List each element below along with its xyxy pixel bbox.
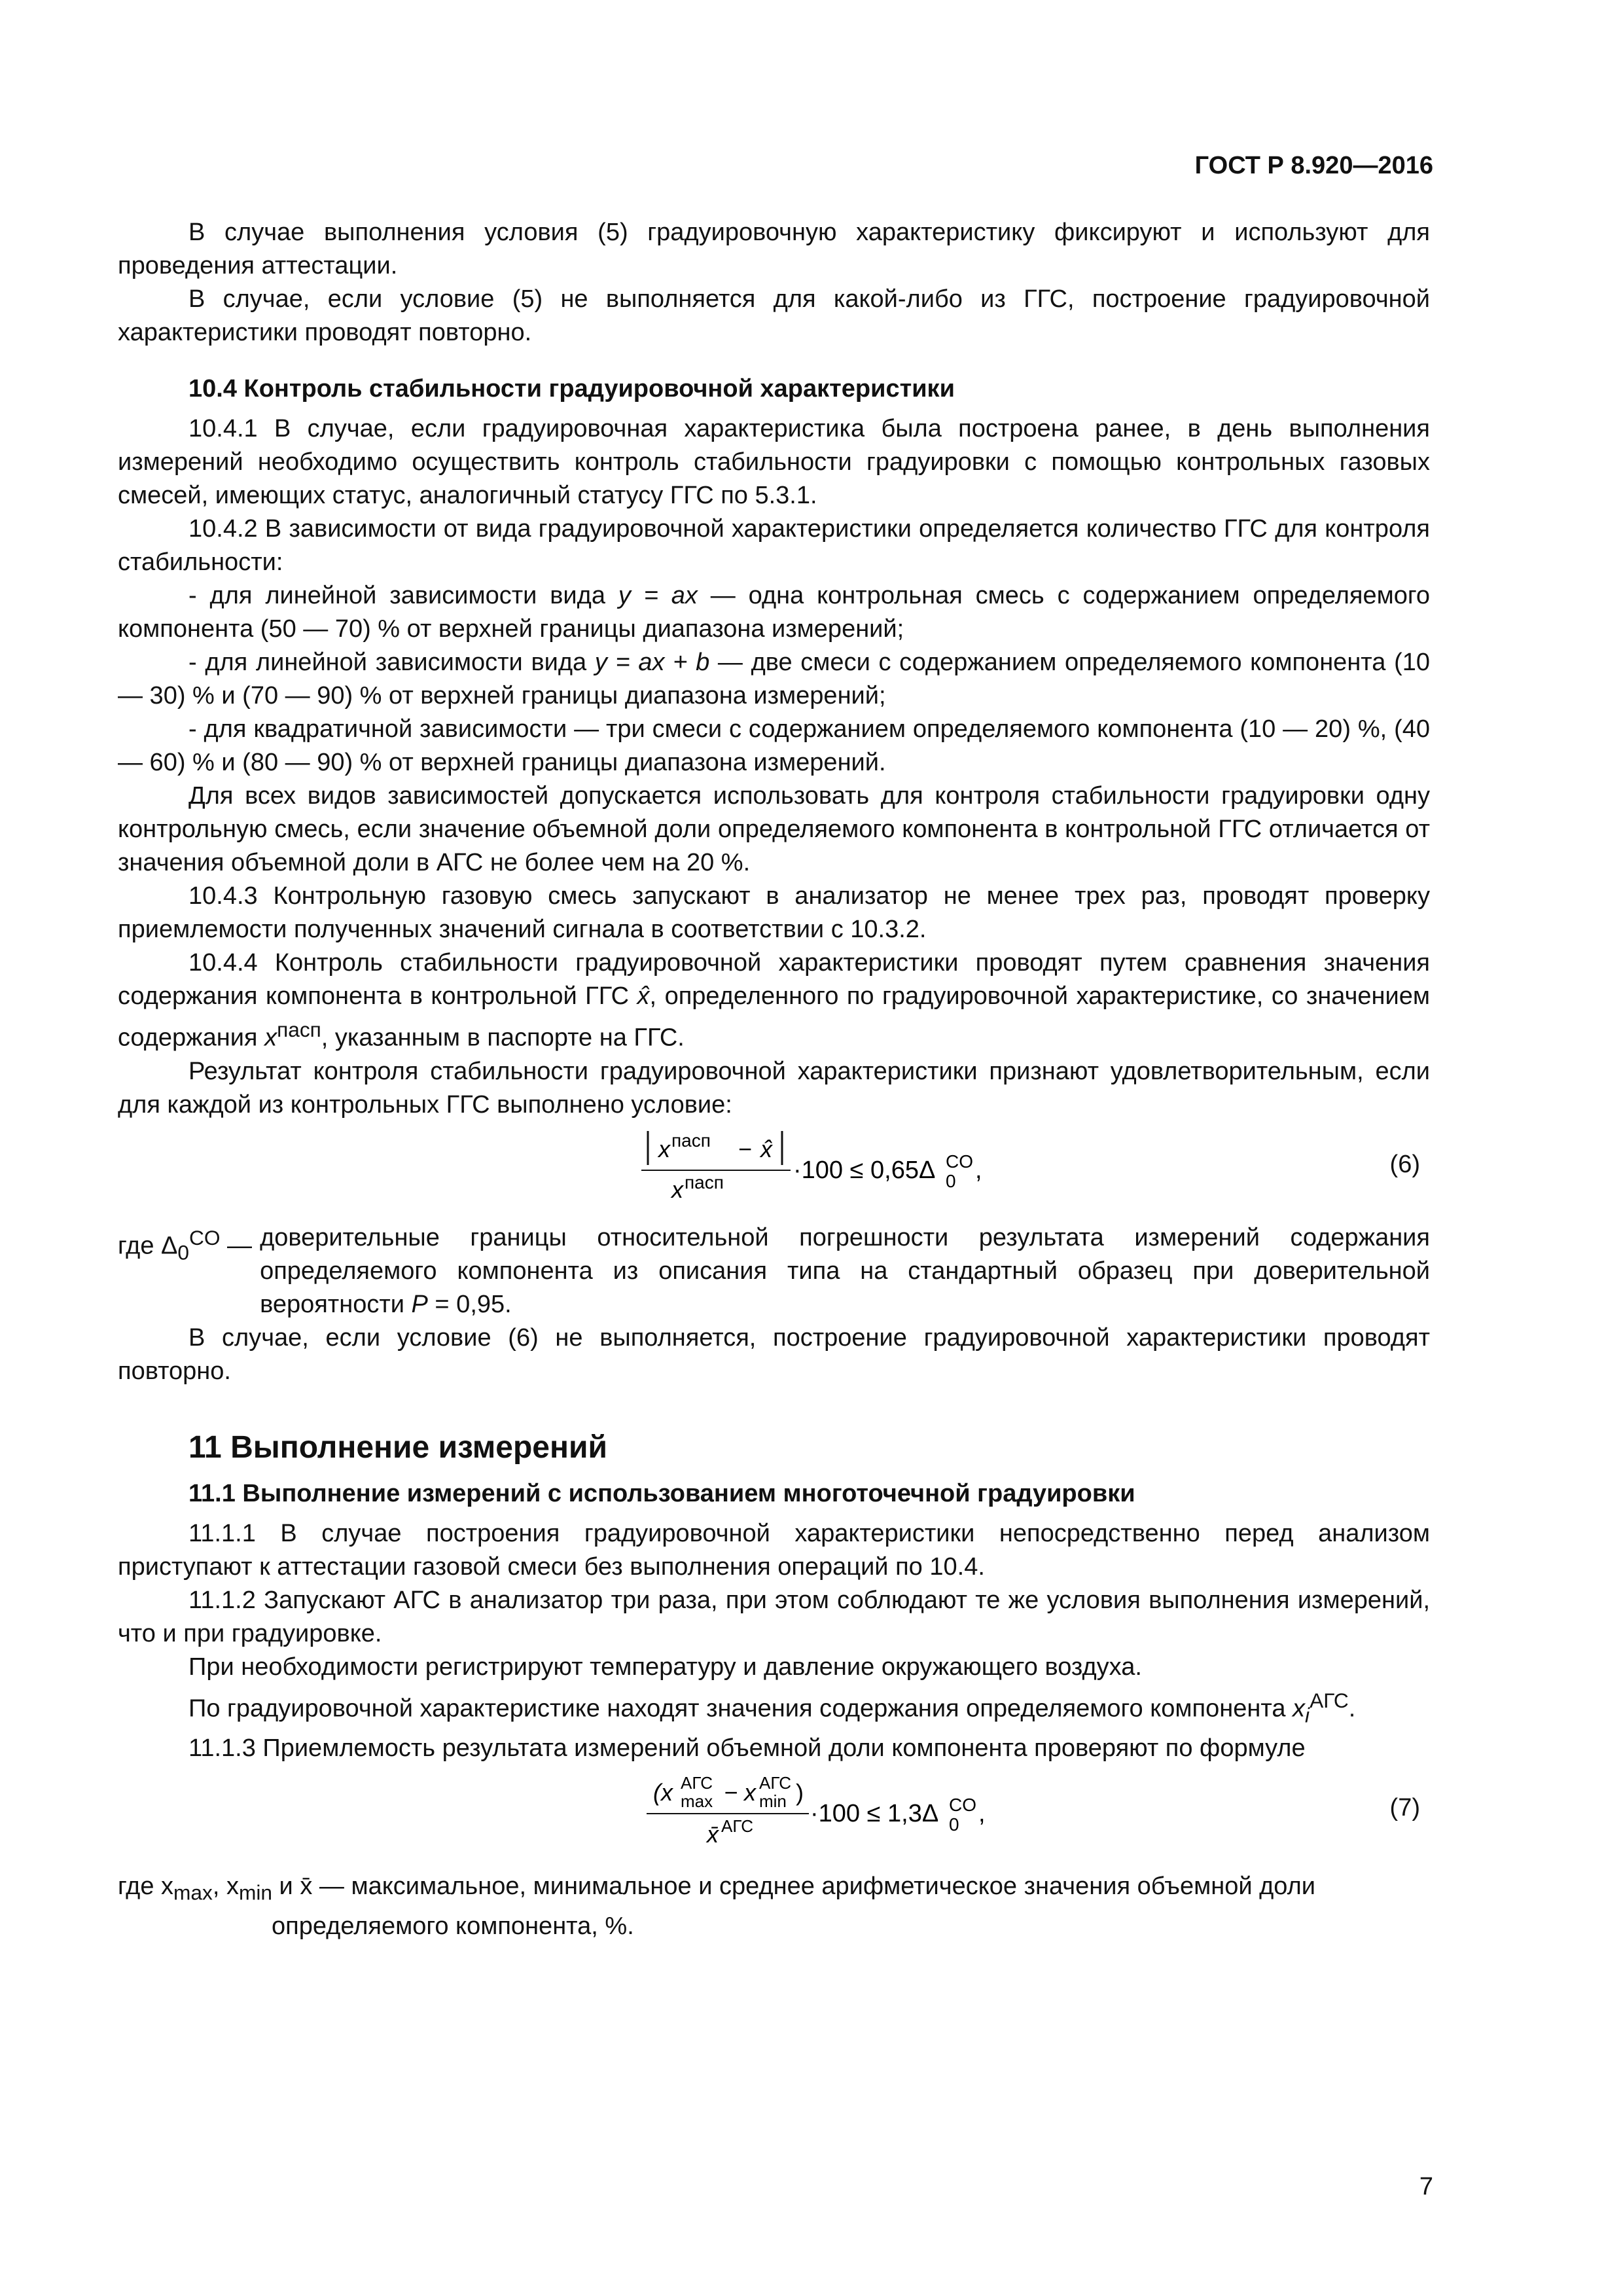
formula-6	[118, 1122, 1430, 1207]
paragraph: В случае, если условие (6) не выполняется, построение градуировочной характеристики проводят повторно.	[118, 1323, 1430, 1385]
paragraph-11-1-2: 11.1.2 Запускают АГС в анализатор три раза, при этом соблюдают те же условия выполнения измерений, что и при градуировке.	[118, 1586, 1430, 1647]
paragraph-10-4-4: 10.4.4 Контроль стабильности градуировочной характеристики проводят путем сравнения значения содержания компонента в контрольной ГГС x̂, определенного по градуировочной характеристике, со значением содержания $x^{пасп}$, указанным в паспорте на ГГС.	[118, 949, 1430, 1052]
document-body	[118, 216, 1430, 1943]
paragraph-10-4-3: 10.4.3 Контрольную газовую смесь запускают в анализатор не менее трех раз, проводят проверку приемлемости полученных значений сигнала в соответствии с 10.3.2.	[118, 882, 1430, 943]
svg-text:пасп: пасп	[671, 1130, 711, 1151]
svg-text:min: min	[759, 1791, 787, 1811]
paragraph: По градуировочной характеристике находят значения содержания определяемого компонента $x_i^{АГС}$.	[188, 1688, 1356, 1727]
paragraph-11-1-1: 11.1.1 В случае построения градуировочной характеристики непосредственно перед анализом приступают к аттестации газовой смеси без выполнения операций по 10.4.	[118, 1519, 1430, 1581]
paragraph-11-1-3: 11.1.3 Приемлемость результата измерений объемной доли компонента проверяют по формуле	[188, 1734, 1306, 1762]
svg-text:x: x	[658, 1135, 670, 1162]
formula-7-legend: где $x_{max}$, $x_{min}$ и x̄ — максимальное, минимальное и среднее арифметическое значения объемной доли определяемого компонента, %.	[118, 1872, 1315, 1940]
svg-text:АГС: АГС	[721, 1816, 754, 1836]
section-heading-11: 11 Выполнение измерений	[188, 1429, 607, 1465]
paragraph: В случае выполнения условия (5) градуировочную характеристику фиксируют и используют для проведения аттестации.	[118, 219, 1430, 279]
list-item-linear-offset: - для линейной зависимости вида y = ax + b — две смеси с содержанием определяемого компонента (10 — 30) % и (70 — 90) % от верхней границы диапазона измерений;	[118, 649, 1431, 709]
svg-text:АГС: АГС	[681, 1772, 713, 1793]
svg-text:пасп: пасп	[685, 1172, 724, 1193]
svg-text:max: max	[681, 1791, 713, 1811]
paragraph: Для всех видов зависимостей допускается использовать для контроля стабильности градуировки одну контрольную смесь, если значение объемной доли определяемого компонента в контрольной ГГС отличается от значения объемной доли в АГС не более чем на 20 %.	[118, 782, 1430, 876]
svg-text:x: x	[671, 1175, 683, 1203]
svg-text:x̄: x̄	[707, 1820, 719, 1848]
svg-text:(x: (x	[653, 1778, 673, 1806]
svg-text:CO: CO	[946, 1151, 973, 1172]
formula-7-svg	[118, 1765, 1230, 1850]
formula-7	[118, 1765, 1430, 1850]
formula-6-number: (6)	[1389, 1150, 1420, 1178]
svg-text:·100 ≤ 1,3Δ: ·100 ≤ 1,3Δ	[810, 1799, 939, 1827]
svg-text:АГС: АГС	[759, 1772, 792, 1793]
svg-text:x̂: x̂	[760, 1135, 772, 1162]
svg-text:0: 0	[946, 1170, 956, 1191]
svg-text:,: ,	[978, 1799, 986, 1827]
svg-text:CO: CO	[949, 1794, 976, 1815]
paragraph: При необходимости регистрируют температуру и давление окружающего воздуха.	[188, 1653, 1142, 1681]
svg-text:,: ,	[975, 1156, 982, 1184]
paragraph-10-4-2: 10.4.2 В зависимости от вида градуировочной характеристики определяется количество ГГС для контроля стабильности:	[118, 515, 1430, 576]
section-heading-10-4: 10.4 Контроль стабильности градуировочной характеристики	[188, 375, 955, 403]
paragraph: В случае, если условие (5) не выполняется для какой-либо из ГГС, построение градуировочной характеристики проводят повторно.	[118, 285, 1430, 346]
list-item-quadratic: - для квадратичной зависимости — три смеси с содержанием определяемого компонента (10 — 20) %, (40 — 60) % и (80 — 90) % от верхней границы диапазона измерений.	[118, 715, 1430, 776]
formula-7-number: (7)	[1389, 1793, 1420, 1821]
paragraph: Результат контроля стабильности градуировочной характеристики признают удовлетворительным, если для каждой из контрольных ГГС выполнено условие:	[118, 1057, 1430, 1119]
formula-6-legend: где $\Delta_0^{CO}$ — доверительные границы относительной погрешности результата измерений содержания определяемого компонента из описания типа на стандартный образец при доверительной вероятности P = 0,95.	[118, 1223, 1430, 1318]
svg-text:): )	[796, 1778, 804, 1806]
section-heading-11-1: 11.1 Выполнение измерений с использованием многоточечной градуировки	[188, 1479, 1135, 1507]
svg-text:− x: − x	[724, 1778, 757, 1806]
svg-text:−: −	[738, 1135, 753, 1162]
formula-6-svg	[118, 1122, 1230, 1207]
paragraph-10-4-1: 10.4.1 В случае, если градуировочная характеристика была построена ранее, в день выполнения измерений необходимо осуществить контроль стабильности градуировки с помощью контрольных газовых смесей, имеющих статус, аналогичный статусу ГГС по 5.3.1.	[118, 415, 1430, 509]
page-number: 7	[1419, 2173, 1433, 2200]
document-code: ГОСТ Р 8.920—2016	[1194, 152, 1433, 179]
svg-text:0: 0	[949, 1814, 959, 1835]
svg-text:·100 ≤ 0,65Δ: ·100 ≤ 0,65Δ	[793, 1156, 936, 1184]
list-item-linear: - для линейной зависимости вида y = ax — одна контрольная смесь с содержанием определяемого компонента (50 — 70) % от верхней границы диапазона измерений;	[118, 582, 1430, 643]
